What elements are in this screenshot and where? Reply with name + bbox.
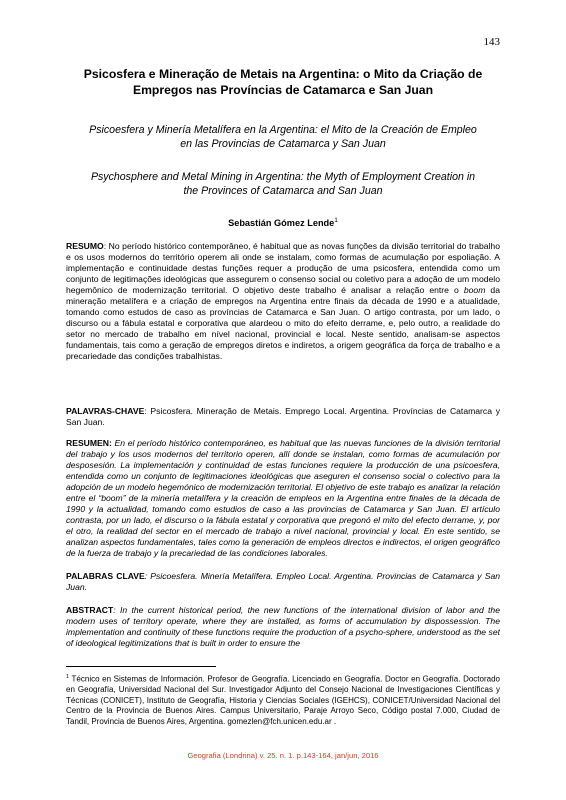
footnote-text: Técnico en Sistemas de Información. Profesor de Geografía. Licenciado en Geografía. Doctor en Geografía. Doctorado en Geografía, Universidad Nacional del Sur. Investigador Adjunto del Consejo Nacional de Investigaciones Científicas y Técnicas (CONICET), Instituto de Geografía, Historia y Ciencias Sociales (IGEHCS), CONICET/Universidad Nacional del Centro de la Provincia de Buenos Aires. Campus Universitario, Paraje Arroyo Seco, Código postal 7.000, Ciudad de Tandil, Provincia de Buenos Aires, Argentina. gomezlen@fch.unicen.edu.ar .	[66, 674, 500, 726]
author-footnote-marker[interactable]: 1	[334, 217, 338, 224]
keywords-portuguese	[66, 406, 500, 428]
abstract-pt-boom: boom	[463, 285, 486, 295]
abstract-portuguese	[66, 241, 500, 362]
abstract-english	[66, 605, 500, 655]
abstract-en-text: : In the current historical period, the new functions of the international division of labor and the modern uses of territory operate, where they are installed, as forms of accumulation by dispossession. The implementation and continuity of these functions require the production of a psycho-sphere, understood as the set of ideological legitimizations that is built in order to ensure the	[66, 605, 500, 648]
abstract-pt-label: RESUMO	[66, 241, 104, 251]
keywords-pt-label: PALAVRAS-CHAVE	[66, 406, 145, 416]
abstract-es-text: En el período histórico contemporáneo, es habitual que las nuevas funciones de la división territorial del trabajo y los usos modernos del territorio operen, allí donde se instalan, como formas de acumulación por desposesión. La implementación y continuidad de estas funciones requiere la producción de una psicoesfera, entendida como un conjunto de legitimaciones ideológicas que aseguren el consenso social o colectivo para la adopción de un modelo hegemónico de modernización territorial. El objetivo de este trabajo es analizar la relación entre el “boom” de la minería metalífera y la creación de empleos en la Argentina entre finales de la década de 1990 y la actualidad, tomando como estudios de caso a las provincias de Catamarca y San Juan. El artículo contrasta, por un lado, el discurso o la fábula estatal y corporativa que pregonó el mito del efecto derrame, y, por el otro, la realidad del sector en el mercado de trabajo a nivel nacional, provincial y local. En este sentido, se analizan aspectos fundamentales, tales como la generación de empleos directos e indirectos, el origen geográfico de la fuerza de trabajo y la precariedad de las condiciones laborales.	[66, 438, 500, 558]
abstract-en-label: ABSTRACT	[66, 605, 114, 615]
abstract-es-label: RESUMEN:	[66, 438, 112, 448]
keywords-pt-text: : Psicosfera. Mineração de Metais. Emprego Local. Argentina. Províncias de Catamarca y San Juan.	[66, 406, 500, 427]
abstract-pt-text-b: da mineração metalífera e a criação de empregos na Argentina entre finais da década de 1990 e a atualidade, tomando como estudos de caso as províncias de Catamarca e San Juan. O artigo contrasta, por um lado, o discurso ou a fábula estatal e corporativa que alardeou o mito do efeito derrame, e, pelo outro, a realidade do setor no mercado de trabalho em nível nacional, provincial e local. Neste sentido, analisam-se aspectos fundamentais, tais como a geração de empregos diretos e indiretos, a origem geográfica da força de trabalho e a precariedade das condições trabalhistas.	[66, 285, 500, 361]
author-name: Sebastián Gómez Lende	[228, 218, 335, 229]
keywords-es-text: : Psicoesfera. Minería Metalífera. Empleo Local. Argentina. Provincias de Catamarca y San Juan.	[66, 571, 501, 592]
keywords-es-label: PALABRAS CLAVE	[66, 571, 145, 581]
abstract-pt-text-a: : No período histórico contemporâneo, é habitual que as novas funções da divisão territorial do trabalho e os usos modernos do território operem ali onde se instalam, como formas de acumulação por espoliação. A implementação e continuidade destas funções requer a produção de uma psicosfera, entendida como um conjunto de legitimações ideológicas que assegurem o consenso social ou coletivo para a adoção de um modelo hegemônico de modernização territorial. O objetivo deste trabalho é analisar a relação entre o	[66, 241, 500, 295]
footnote-marker: 1	[66, 674, 70, 680]
subtitle-english: Psychosphere and Metal Mining in Argentina: the Myth of Employment Creation in the Provinces of Catamarca and San Juan	[90, 171, 476, 197]
subtitle-spanish: Psicoesfera y Minería Metalífera en la Argentina: el Mito de la Creación de Empleo en las Provincias de Catamarca y San Juan	[89, 124, 477, 150]
author-line	[66, 217, 500, 228]
footnote	[66, 672, 500, 727]
page-number: 143	[483, 36, 500, 48]
footnote-divider	[66, 666, 216, 667]
keywords-spanish	[66, 571, 500, 593]
abstract-spanish	[66, 438, 500, 559]
article-title: Psicosfera e Mineração de Metais na Argentina: o Mito da Criação de Empregos nas Províncias de Catamarca e San Juan	[83, 67, 483, 97]
journal-footer: Geografia (Londrina) v. 25. n. 1. p.143-164, jan/jun, 2016	[187, 751, 379, 760]
